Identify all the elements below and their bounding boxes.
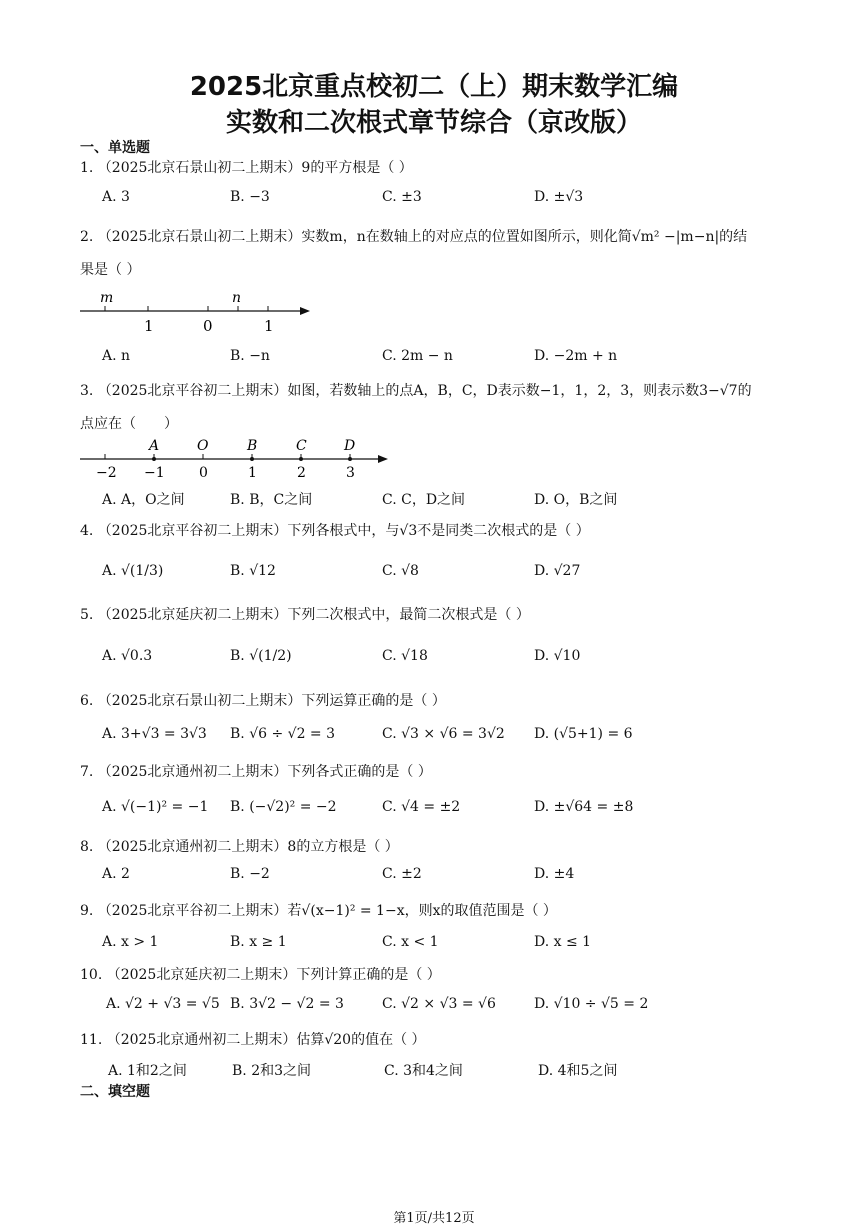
page-footer: 第1页/共12页: [393, 1211, 475, 1226]
axis-tick: 1: [248, 465, 257, 481]
point-label-a: A: [149, 438, 160, 454]
q2-option-c: C. 2m − n: [382, 348, 453, 364]
q5-option-b: B. √(1/2): [230, 648, 292, 664]
document-subtitle: 实数和二次根式章节综合（京改版）: [225, 108, 642, 138]
question-3: 3. （2025北京平谷初二上期末）如图，若数轴上的点A，B，C，D表示数−1，1，2，3，则表示数3−√7的: [80, 383, 752, 399]
q8-option-a: A. 2: [102, 866, 130, 882]
question-8: 8. （2025北京通州初二上期末）8的立方根是（ ）: [80, 839, 399, 855]
q6-option-c: C. √3 × √6 = 3√2: [382, 726, 505, 742]
q6-option-a: A. 3+√3 = 3√3: [102, 726, 207, 742]
q6-option-d: D. (√5+1) = 6: [534, 726, 633, 742]
q6-option-b: B. √6 ÷ √2 = 3: [230, 726, 336, 742]
axis-label-n: n: [232, 290, 242, 306]
question-5: 5. （2025北京延庆初二上期末）下列二次根式中，最简二次根式是（ ）: [80, 607, 530, 623]
q8-option-c: C. ±2: [382, 866, 422, 882]
axis-tick: 1: [144, 317, 154, 335]
question-1: 1. （2025北京石景山初二上期末）9的平方根是（ ）: [80, 160, 413, 176]
question-2: 2. （2025北京石景山初二上期末）实数m，n在数轴上的对应点的位置如图所示，则化简√m² −|m−n|的结: [80, 229, 748, 245]
section-heading-fill-in: 二、填空题: [80, 1084, 150, 1100]
question-3-cont: 点应在（ ）: [80, 416, 178, 432]
axis-label-m: m: [100, 290, 114, 306]
q10-option-c: C. √2 × √3 = √6: [382, 996, 496, 1012]
q4-option-a: A. √(1/3): [102, 563, 164, 579]
question-7: 7. （2025北京通州初二上期末）下列各式正确的是（ ）: [80, 764, 432, 780]
q2-number-line: [78, 288, 318, 338]
q7-option-a: A. √(−1)² = −1: [102, 799, 209, 815]
axis-tick: 0: [199, 465, 208, 481]
q9-option-d: D. x ≤ 1: [534, 934, 592, 950]
q10-option-b: B. 3√2 − √2 = 3: [230, 996, 344, 1012]
q11-option-a: A. 1和2之间: [108, 1063, 187, 1079]
q1-option-a: A. 3: [102, 189, 130, 205]
axis-tick: −1: [144, 465, 165, 481]
q11-option-b: B. 2和3之间: [232, 1063, 312, 1079]
q7-option-b: B. (−√2)² = −2: [230, 799, 337, 815]
axis-tick: 1: [264, 317, 274, 335]
q7-option-c: C. √4 = ±2: [382, 799, 461, 815]
point-label-d: D: [344, 438, 356, 454]
q8-option-b: B. −2: [230, 866, 270, 882]
q11-option-d: D. 4和5之间: [538, 1063, 618, 1079]
q1-option-d: D. ±√3: [534, 189, 584, 205]
q4-option-b: B. √12: [230, 563, 276, 579]
q9-option-a: A. x > 1: [102, 934, 159, 950]
question-6: 6. （2025北京石景山初二上期末）下列运算正确的是（ ）: [80, 693, 446, 709]
q3-option-a: A. A，O之间: [102, 492, 185, 508]
axis-tick: 0: [203, 317, 213, 335]
q5-option-c: C. √18: [382, 648, 428, 664]
q3-option-d: D. O，B之间: [534, 492, 618, 508]
q1-option-b: B. −3: [230, 189, 270, 205]
q2-option-a: A. n: [102, 348, 131, 364]
document-title: 2025北京重点校初二（上）期末数学汇编: [189, 72, 679, 102]
question-4: 4. （2025北京平谷初二上期末）下列各根式中，与√3不是同类二次根式的是（ ）: [80, 523, 590, 539]
q7-option-d: D. ±√64 = ±8: [534, 799, 634, 815]
q1-option-c: C. ±3: [382, 189, 422, 205]
axis-tick: 2: [297, 465, 306, 481]
axis-tick: −2: [96, 465, 117, 481]
question-2-cont: 果是（ ）: [80, 262, 141, 278]
q4-option-c: C. √8: [382, 563, 419, 579]
point-label-c: C: [296, 438, 307, 454]
q3-option-c: C. C，D之间: [382, 492, 466, 508]
q9-option-b: B. x ≥ 1: [230, 934, 287, 950]
axis-tick: 3: [346, 465, 355, 481]
question-10: 10. （2025北京延庆初二上期末）下列计算正确的是（ ）: [80, 967, 441, 983]
q3-number-line: [78, 437, 398, 483]
q9-option-c: C. x < 1: [382, 934, 439, 950]
q2-option-d: D. −2m + n: [534, 348, 618, 364]
question-9: 9. （2025北京平谷初二上期末）若√(x−1)² = 1−x，则x的取值范围是（ ）: [80, 903, 557, 919]
q2-option-b: B. −n: [230, 348, 270, 364]
q11-option-c: C. 3和4之间: [384, 1063, 463, 1079]
q10-option-a: A. √2 + √3 = √5: [106, 996, 220, 1012]
point-label-o: O: [197, 438, 209, 454]
q3-option-b: B. B，C之间: [230, 492, 313, 508]
point-label-b: B: [247, 438, 258, 454]
q8-option-d: D. ±4: [534, 866, 575, 882]
q4-option-d: D. √27: [534, 563, 581, 579]
q10-option-d: D. √10 ÷ √5 = 2: [534, 996, 649, 1012]
section-heading-single-choice: 一、单选题: [80, 140, 150, 156]
q5-option-a: A. √0.3: [102, 648, 153, 664]
question-11: 11. （2025北京通州初二上期末）估算√20的值在（ ）: [80, 1032, 426, 1048]
q5-option-d: D. √10: [534, 648, 581, 664]
